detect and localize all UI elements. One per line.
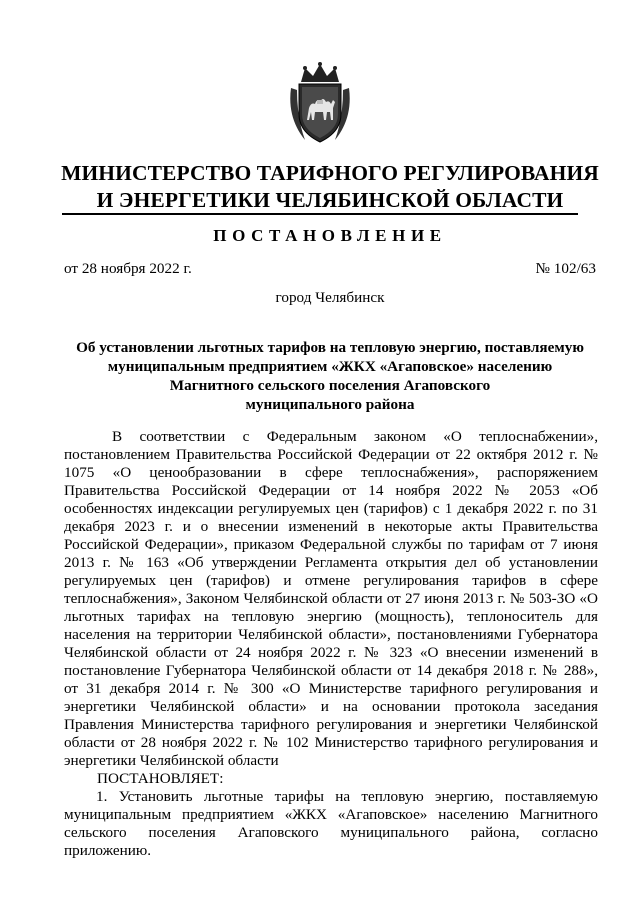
document-city: город Челябинск [275, 289, 385, 306]
subject-line: муниципального района [245, 396, 415, 413]
resolves-heading: ПОСТАНОВЛЯЕТ: [97, 770, 224, 787]
ministry-name [40, 160, 620, 214]
document-body [64, 428, 598, 860]
subject-line: Магнитного сельского поселения Агаповского [169, 377, 491, 394]
subject-line: Об установлении льготных тарифов на тепловую энергию, поставляемую [76, 339, 584, 356]
coat-of-arms-icon [287, 62, 353, 146]
subject-line: муниципальным предприятием «ЖКХ «Агаповское» населению [107, 358, 553, 375]
document-number: № 102/63 [535, 260, 596, 277]
document-type: ПОСТАНОВЛЕНИЕ [213, 226, 447, 245]
resolution-item-1: 1. Установить льготные тарифы на тепловую энергию, поставляемую муниципальным предприятием «ЖКХ «Агаповское» населению Магнитного сельского поселения Агаповского муниципального района, согласно приложению. [64, 788, 598, 859]
ministry-line-2: И ЭНЕРГЕТИКИ ЧЕЛЯБИНСКОЙ ОБЛАСТИ [96, 188, 564, 212]
ministry-line-1: МИНИСТЕРСТВО ТАРИФНОГО РЕГУЛИРОВАНИЯ [61, 161, 599, 185]
document-subject [60, 338, 600, 414]
document-date: от 28 ноября 2022 г. [64, 260, 192, 277]
header-divider [62, 213, 578, 215]
preamble-paragraph: В соответствии с Федеральным законом «О теплоснабжении», постановлением Правительства Российской Федерации от 22 октября 2012 г. № 1075 «О ценообразовании в сфере теплоснабжения», распоряжением Правительства Российской Федерации от 14 ноября 2022 № 2053 «Об особенностях индексации регулируемых цен (тарифов) с 1 декабря 2022 г. по 31 декабря 2023 г. и о внесении изменений в некоторые акты Правительства Российской Федерации», приказом Федеральной службы по тарифам от 7 июня 2013 г. № 163 «Об утверждении Регламента открытия дел об установлении регулируемых цен (тарифов) и отмене регулирования тарифов в сфере теплоснабжения», Законом Челябинской области от 27 июня 2013 г. № 503-ЗО «О льготных тарифах на тепловую энергию (мощность), теплоноситель для населения на территории Челябинской области», постановлениями Губернатора Челябинской области от 24 ноября 2022 г. № 323 «О внесении изменений в постановление Губернатора Челябинской области от 14 декабря 2018 г. № 288», от 31 декабря 2014 г. № 300 «О Министерстве тарифного регулирования и энергетики Челябинской области» и на основании протокола заседания Правления Министерства тарифного регулирования и энергетики Челябинской области от 28 ноября 2022 г. № 102 Министерство тарифного регулирования и энергетики Челябинской области [64, 428, 598, 769]
